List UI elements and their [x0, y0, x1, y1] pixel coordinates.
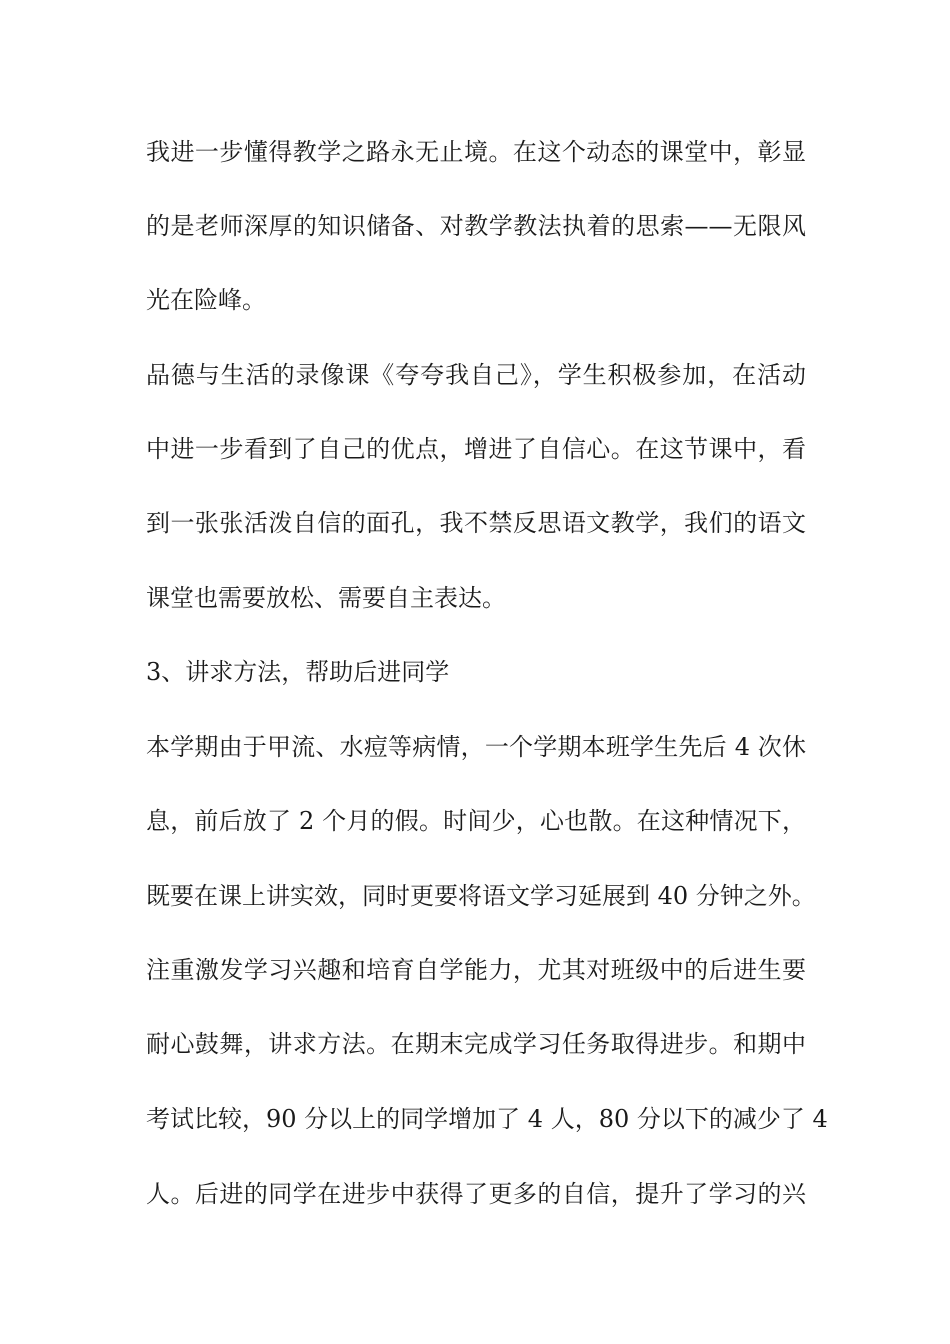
text-line: 课堂也需要放松、需要自主表达。 [146, 584, 506, 612]
text-line: 息，前后放了 2 个月的假。时间少，心也散。在这种情况下， [146, 807, 806, 835]
text-line: 的是老师深厚的知识储备、对教学教法执着的思索——无限风 [146, 212, 806, 240]
text-line: 品德与生活的录像课《夸夸我自己》，学生积极参加，在活动 [146, 361, 806, 389]
text-line: 到一张张活泼自信的面孔，我不禁反思语文教学，我们的语文 [146, 509, 806, 537]
text-line: 耐心鼓舞，讲求方法。在期末完成学习任务取得进步。和期中 [146, 1030, 806, 1058]
text-line: 考试比较，90 分以上的同学增加了 4 人，80 分以下的减少了 4 [146, 1105, 828, 1133]
text-line: 人。后进的同学在进步中获得了更多的自信，提升了学习的兴 [146, 1180, 806, 1208]
text-line: 我进一步懂得教学之路永无止境。在这个动态的课堂中，彰显 [146, 138, 806, 166]
text-line: 注重激发学习兴趣和培育自学能力，尤其对班级中的后进生要 [146, 956, 806, 984]
text-line: 中进一步看到了自己的优点，增进了自信心。在这节课中，看 [146, 435, 806, 463]
text-line: 光在险峰。 [146, 286, 266, 314]
section-heading: 3、讲求方法，帮助后进同学 [146, 658, 450, 686]
text-line: 本学期由于甲流、水痘等病情，一个学期本班学生先后 4 次休 [146, 733, 806, 761]
text-line: 既要在课上讲实效，同时更要将语文学习延展到 40 分钟之外。 [146, 882, 816, 910]
